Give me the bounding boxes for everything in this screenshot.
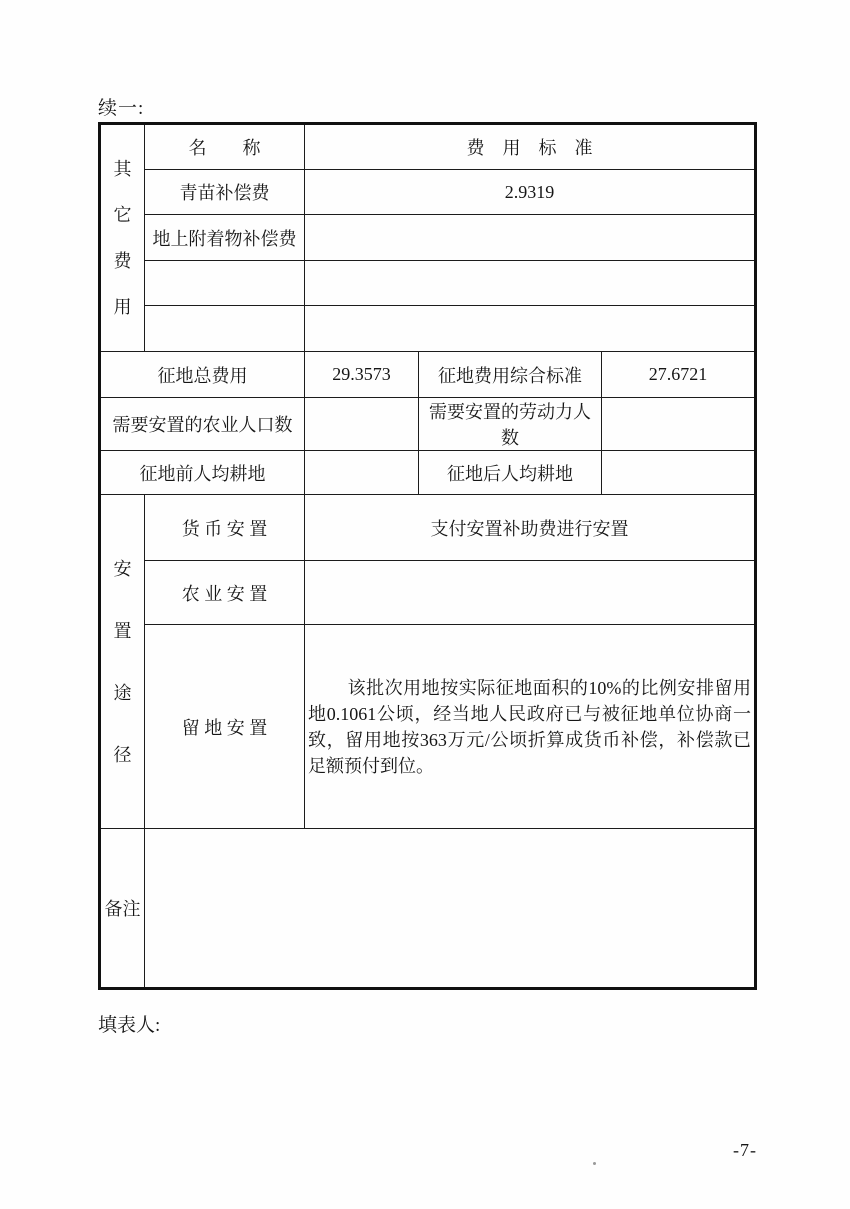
table-row [100,625,756,829]
table-row [100,451,756,495]
fee-standard-column-header: 费 用 标 准 [305,124,756,170]
comprehensive-standard-value: 27.6721 [602,352,756,398]
continuation-label: 续一: [98,98,145,119]
table-row [100,306,756,352]
empty-fee-name-cell [145,261,305,306]
land-compensation-table [98,122,757,990]
land-reservation-resettlement-content [305,625,756,829]
remarks-content [145,829,756,989]
ground-attachments-compensation-value [305,215,756,261]
total-land-cost-label: 征地总费用 [100,352,305,398]
table-row [100,261,756,306]
per-capita-land-after-value [602,451,756,495]
monetary-resettlement-label: 货 币 安 置 [145,495,305,561]
table-row [100,829,756,989]
table-row [100,215,756,261]
resettlement-section-label [100,495,145,829]
agricultural-resettlement-label: 农 业 安 置 [145,561,305,625]
table-row [100,561,756,625]
empty-fee-value-cell [305,306,756,352]
monetary-resettlement-content: 支付安置补助费进行安置 [305,495,756,561]
labor-force-value [602,398,756,451]
green-crop-compensation-label: 青苗补偿费 [145,170,305,215]
resettlement-vertical-text: 安置途径 [113,558,132,765]
per-capita-land-after-label: 征地后人均耕地 [419,451,602,495]
form-filler-label: 填表人: [98,1015,161,1036]
table-row [100,124,756,170]
comprehensive-standard-label: 征地费用综合标准 [419,352,602,398]
total-land-cost-value: 29.3573 [305,352,419,398]
remarks-label: 备注 [100,829,145,989]
empty-fee-name-cell [145,306,305,352]
other-fees-vertical-text: 其它费用 [113,159,132,317]
table-row [100,170,756,215]
table-row [100,398,756,451]
per-capita-land-before-value [305,451,419,495]
agricultural-resettlement-content [305,561,756,625]
land-reservation-paragraph: 该批次用地按实际征地面积的10%的比例安排留用地0.1061公顷，经当地人民政府已与被征地单位协商一致，留用地按363万元/公顷折算成货币补偿，补偿款已足额预付到位。 [308,677,751,776]
green-crop-compensation-value: 2.9319 [305,170,756,215]
agricultural-population-label: 需要安置的农业人口数 [100,398,305,451]
scan-speck [593,1162,596,1165]
land-reservation-resettlement-label: 留 地 安 置 [145,625,305,829]
per-capita-land-before-label: 征地前人均耕地 [100,451,305,495]
page-number: -7- [733,1140,757,1160]
labor-force-label: 需要安置的劳动力人数 [419,398,602,451]
table-row [100,495,756,561]
name-column-header: 名 称 [145,124,305,170]
table-row [100,352,756,398]
ground-attachments-compensation-label: 地上附着物补偿费 [145,215,305,261]
agricultural-population-value [305,398,419,451]
empty-fee-value-cell [305,261,756,306]
other-fees-section-label [100,124,145,352]
